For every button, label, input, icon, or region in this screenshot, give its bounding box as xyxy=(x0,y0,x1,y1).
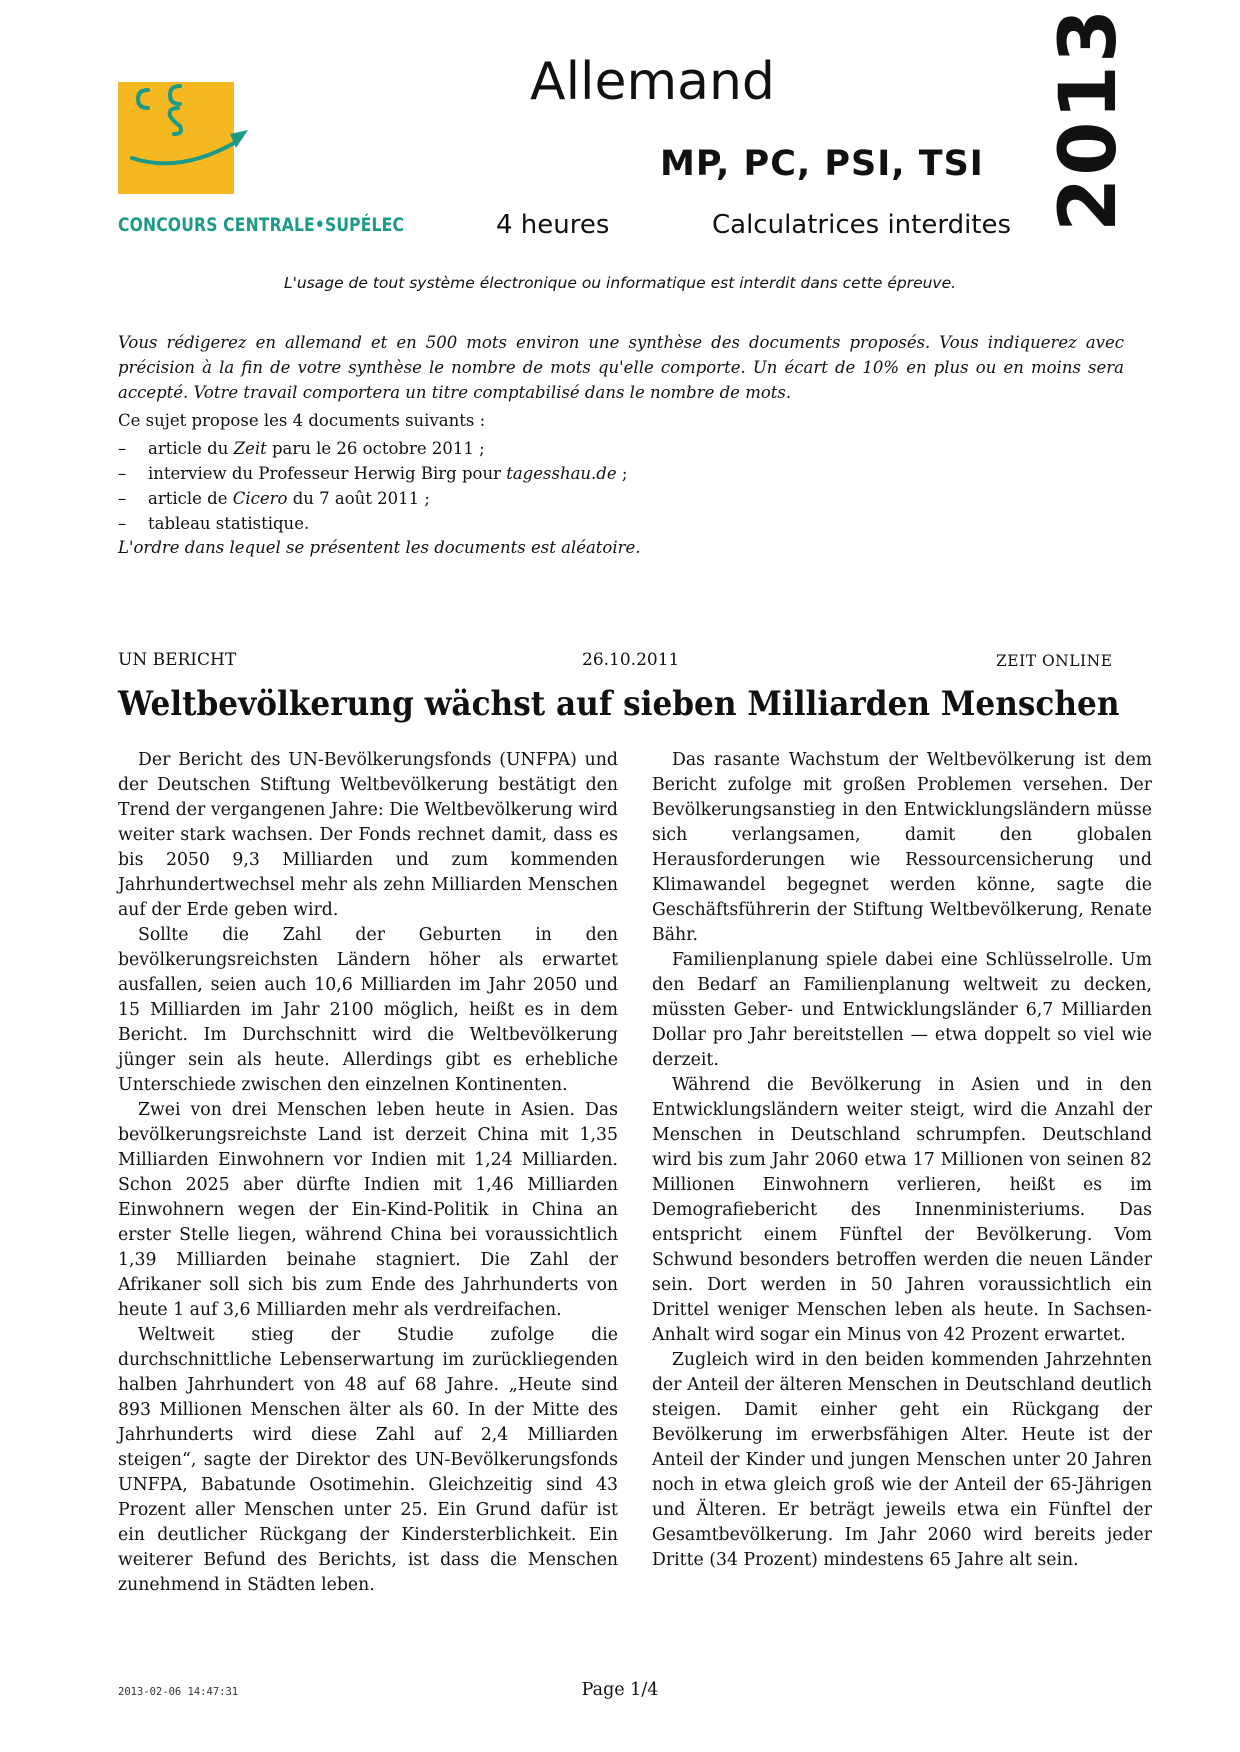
article-paragraph: Sollte die Zahl der Geburten in den bevölkerungsreichsten Ländern höher als erwartet ausfallen, seien auch 10,6 Milliarden im Jahr 2050 und 15 Milliarden im Jahr 2100 möglich, heißt es in dem Bericht. Im Durchschnitt wird die Weltbevölkerung jünger sein als heute. Allerdings gibt es erhebliche Unterschiede zwischen den einzelnen Kontinenten. xyxy=(118,925,618,1095)
article-paragraph: Der Bericht des UN-Bevölkerungsfonds (UNFPA) und der Deutschen Stiftung Weltbevölkerung bestätigt den Trend der vergangenen Jahre: Die Weltbevölkerung wird weiter stark wachsen. Der Fonds rechnet damit, dass es bis 2050 9,3 Milliarden und zum kommenden Jahrhundertwechsel mehr als zehn Milliarden Menschen auf der Erde geben wird. xyxy=(118,750,618,920)
order-note: L'ordre dans lequel se présentent les documents est aléatoire. xyxy=(118,538,641,557)
filieres-label: MP, PC, PSI, TSI xyxy=(660,144,984,184)
list-item: – tableau statistique. xyxy=(118,511,627,536)
list-item: – article du Zeit paru le 26 octobre 2011 ; xyxy=(118,436,627,461)
article-paragraph: Während die Bevölkerung in Asien und in den Entwicklungsländern weiter steigt, wird die Anzahl der Menschen in Deutschland schrumpfen. Deutschland wird bis zum Jahr 2060 etwa 17 Millionen von seinen 82 Millionen Einwohnern verlieren, heißt es im Demografiebericht des Innenministeriums. Das entspricht einem Fünftel der Bevölkerung. Vom Schwund besonders betroffen werden die neuen Länder sein. Dort werden in 50 Jahren voraussichtlich ein Drittel weniger Menschen leben als heute. In Sachsen-Anhalt wird sogar ein Minus von 42 Prozent erwartet. xyxy=(652,1075,1152,1345)
article-section: UN BERICHT xyxy=(118,650,237,670)
article-column-right xyxy=(652,748,1152,1573)
article-paragraph: Das rasante Wachstum der Weltbevölkerung ist dem Bericht zufolge mit großen Problemen versehen. Der Bevölkerungsanstieg in den Entwicklungsländern müsse sich verlangsamen, damit den globalen Herausforderungen wie Ressourcensicherung und Klimawandel begegnet werden könne, sagte die Geschäftsführerin der Stiftung Weltbevölkerung, Renate Bähr. xyxy=(652,750,1152,945)
logo-text: CONCOURS CENTRALE•SUPÉLEC xyxy=(118,214,405,236)
electronics-notice: L'usage de tout système électronique ou informatique est interdit dans cette épreuve. xyxy=(283,274,957,292)
article-paragraph: Zugleich wird in den beiden kommenden Jahrzehnten der Anteil der älteren Menschen in Deutschland deutlich steigen. Damit einher geht ein Rückgang der Bevölkerung im erwerbsfähigen Alter. Heute ist der Anteil der Kinder und jungen Menschen unter 20 Jahren noch in etwa gleich groß wie der Anteil der 65-Jährigen und Älteren. Er beträgt jeweils etwa ein Fünftel der Gesamtbevölkerung. Im Jahr 2060 wird bereits jeder Dritte (34 Prozent) mindestens 65 Jahre alt sein. xyxy=(652,1350,1152,1570)
calculators-label: Calculatrices interdites xyxy=(712,210,1012,240)
print-timestamp: 2013-02-06 14:47:31 xyxy=(118,1686,239,1698)
exam-year: 2013 xyxy=(1044,6,1134,232)
documents-intro: Ce sujet propose les 4 documents suivants : xyxy=(118,411,486,430)
article-headline: Weltbevölkerung wächst auf sieben Milliarden Menschen xyxy=(118,684,1120,723)
article-paragraph: Familienplanung spiele dabei eine Schlüsselrolle. Um den Bedarf an Familienplanung weltweit zu decken, müssten Geber- und Entwicklungsländer 6,7 Milliarden Dollar pro Jahr bereitstellen — etwa doppelt so viel wie derzeit. xyxy=(652,950,1152,1070)
instructions-text: Vous rédigerez en allemand et en 500 mots environ une synthèse des documents proposés. Vous indiquerez avec précision à la fin de votre synthèse le nombre de mots qu'elle comporte. Un écart de 10% en plus ou en moins sera accepté. Votre travail comportera un titre comptabilisé dans le nombre de mots. xyxy=(118,333,1124,402)
centrale-supelec-logo-icon xyxy=(118,82,278,194)
list-item: – interview du Professeur Herwig Birg pour tagesshau.de ; xyxy=(118,461,627,486)
duration-label: 4 heures xyxy=(496,210,610,240)
article-paragraph: Zwei von drei Menschen leben heute in Asien. Das bevölkerungsreichste Land ist derzeit China mit 1,35 Milliarden Einwohnern vor Indien mit 1,24 Milliarden. Schon 2025 aber dürfte Indien mit 1,46 Milliarden Einwohnern wegen der Ein-Kind-Politik in China an erster Stelle liegen, während China bei voraussichtlich 1,39 Milliarden beinahe stagniert. Die Zahl der Afrikaner soll sich bis zum Ende des Jahrhunderts von heute 1 auf 3,6 Milliarden mehr als verdreifachen. xyxy=(118,1100,618,1320)
article-paragraph: Weltweit stieg der Studie zufolge die durchschnittliche Lebenserwartung im zurückliegenden halben Jahrhundert von 48 auf 68 Jahre. „Heute sind 893 Millionen Menschen älter als 60. In der Mitte des Jahrhunderts wird diese Zahl auf 2,4 Milliarden steigen“, sagte der Direktor des UN-Bevölkerungsfonds UNFPA, Babatunde Osotimehin. Gleichzeitig sind 43 Prozent aller Menschen unter 25. Ein Grund dafür ist ein deutlicher Rückgang der Kindersterblichkeit. Ein weiterer Befund des Berichts, ist dass die Menschen zunehmend in Städten leben. xyxy=(118,1325,618,1595)
article-date: 26.10.2011 xyxy=(582,650,680,670)
documents-list xyxy=(118,436,627,536)
article-source: ZEIT ONLINE xyxy=(996,652,1113,670)
list-item: – article de Cicero du 7 août 2011 ; xyxy=(118,486,627,511)
article-column-left xyxy=(118,748,618,1598)
subject-title: Allemand xyxy=(530,52,775,112)
page-number: Page 1/4 xyxy=(581,1680,659,1700)
